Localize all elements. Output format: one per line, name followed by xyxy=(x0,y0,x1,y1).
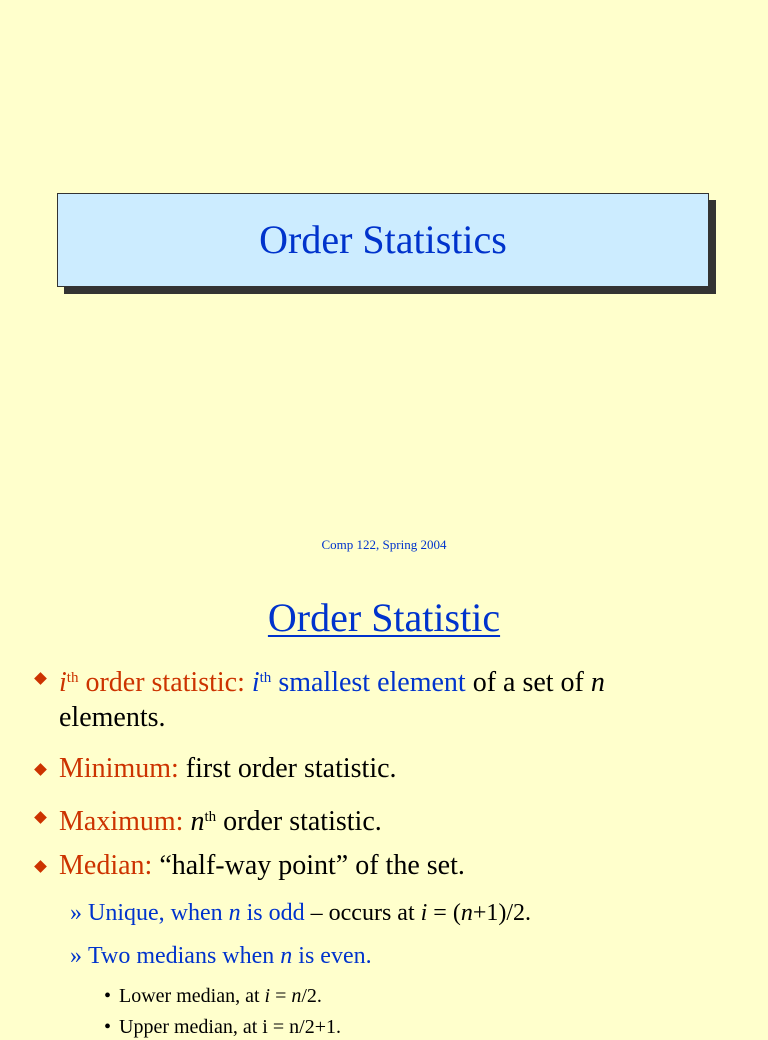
bullet-diamond-icon xyxy=(34,672,47,685)
bullet-ith-order-statistic: $i^{th}$ order statistic: $i^{th}$ smallest element of a set of n xyxy=(59,667,605,698)
subbullet-unique-median: » Unique, when n is odd – occurs at i = (n+1)/2. xyxy=(70,900,532,926)
slide-footer: Comp 122, Spring 2004 xyxy=(321,537,447,552)
slide2-title: Order Statistic xyxy=(267,595,501,640)
subbullet-upper-median: • Upper median, at i = n/2+1. xyxy=(104,1016,341,1038)
bullet-minimum: Minimum: first order statistic. xyxy=(59,753,397,784)
subbullet-lower-median: • Lower median, at i = n/2. xyxy=(104,985,322,1007)
bullet-diamond-icon xyxy=(34,763,47,776)
bullet-ith-order-statistic-line2: elements. xyxy=(59,702,166,733)
slide1-title: Order Statistics xyxy=(259,217,507,262)
bullet-median: Median: “half-way point” of the set. xyxy=(59,850,465,881)
bullet-diamond-icon xyxy=(34,860,47,873)
bullet-diamond-icon xyxy=(34,811,47,824)
bullet-maximum: Maximum: $n^{th}$ order statistic. xyxy=(59,806,382,837)
title-box xyxy=(57,193,709,287)
subbullet-two-medians: » Two medians when n is even. xyxy=(70,943,372,969)
